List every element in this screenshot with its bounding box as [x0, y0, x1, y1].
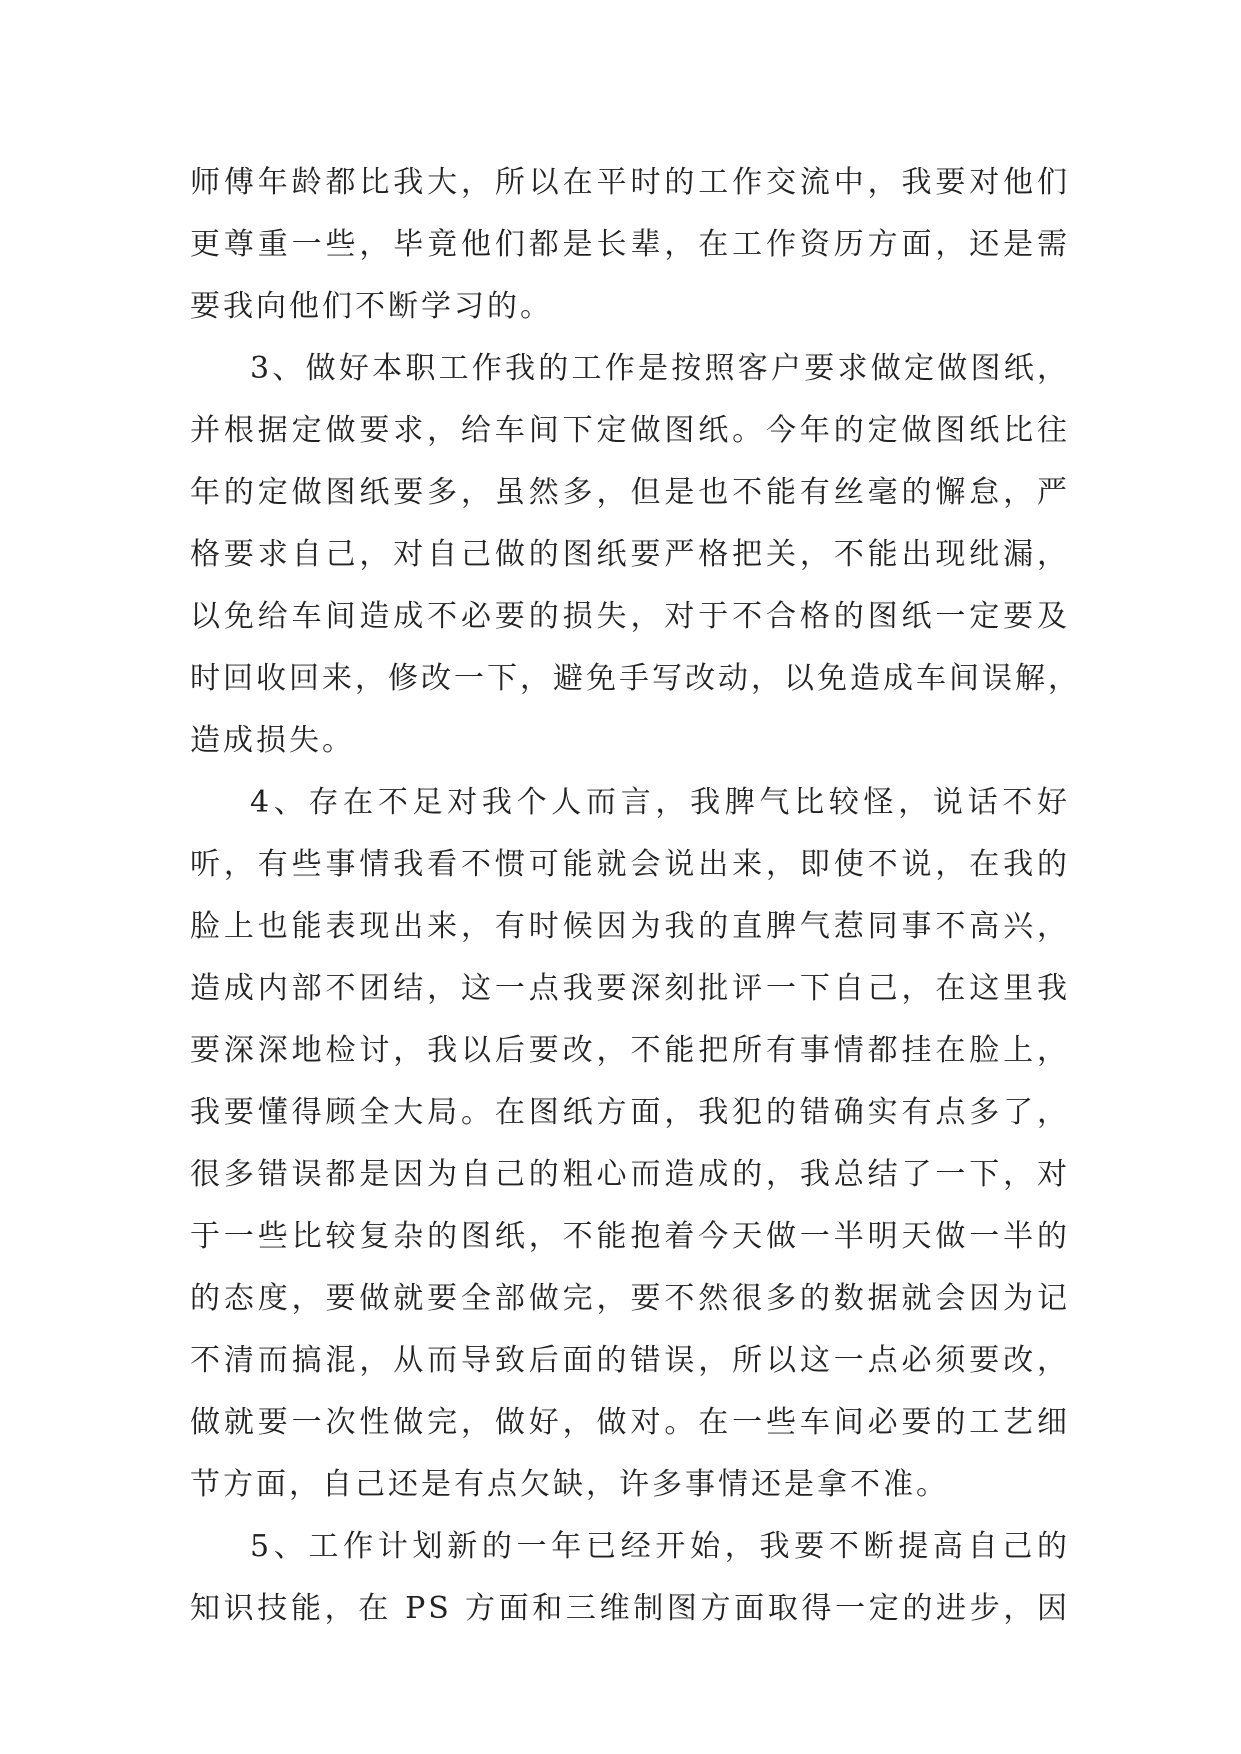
text-line: 节方面，自己还是有点欠缺，许多事情还是拿不准。: [190, 1467, 949, 1502]
text-line: 不清而搞混，从而导致后面的错误，所以这一点必须要改，: [190, 1343, 1070, 1378]
text-line: 更尊重一些，毕竟他们都是长辈，在工作资历方面，还是需: [190, 227, 1070, 262]
text-line: 我要懂得顾全大局。在图纸方面，我犯的错确实有点多了，: [190, 1095, 1070, 1130]
text-line: 师傅年龄都比我大，所以在平时的工作交流中，我要对他们: [190, 165, 1070, 200]
text-line: 于一些比较复杂的图纸，不能抱着今天做一半明天做一半的: [190, 1219, 1070, 1254]
text-line: 以免给车间造成不必要的损失，对于不合格的图纸一定要及: [190, 599, 1070, 634]
text-line: 年的定做图纸要多，虽然多，但是也不能有丝毫的懈怠，严: [190, 475, 1070, 510]
text-line: 很多错误都是因为自己的粗心而造成的，我总结了一下，对: [190, 1157, 1070, 1192]
document-body: [190, 152, 1081, 1640]
text-line: 5、工作计划新的一年已经开始，我要不断提高自己的: [250, 1529, 1070, 1564]
text-line: 格要求自己，对自己做的图纸要严格把关，不能出现纰漏，: [190, 537, 1070, 572]
text-line: 做就要一次性做完，做好，做对。在一些车间必要的工艺细: [190, 1405, 1070, 1440]
text-line: 听，有些事情我看不惯可能就会说出来，即使不说，在我的: [190, 847, 1070, 882]
text-line: 的态度，要做就要全部做完，要不然很多的数据就会因为记: [190, 1281, 1070, 1316]
text-line: 要深深地检讨，我以后要改，不能把所有事情都挂在脸上，: [190, 1033, 1070, 1068]
text-line: 知识技能，在 PS 方面和三维制图方面取得一定的进步，因: [190, 1591, 1070, 1626]
text-line: 造成损失。: [190, 723, 355, 758]
text-line: 3、做好本职工作我的工作是按照客户要求做定做图纸，: [250, 351, 1070, 386]
text-line: 4、存在不足对我个人而言，我脾气比较怪，说话不好: [250, 785, 1070, 820]
text-line: 要我向他们不断学习的。: [190, 289, 553, 324]
text-line: 并根据定做要求，给车间下定做图纸。今年的定做图纸比往: [190, 413, 1070, 448]
text-line: 造成内部不团结，这一点我要深刻批评一下自己，在这里我: [190, 971, 1070, 1006]
text-line: 时回收回来，修改一下，避免手写改动，以免造成车间误解，: [190, 661, 1081, 696]
text-line: 脸上也能表现出来，有时候因为我的直脾气惹同事不高兴，: [190, 909, 1070, 944]
